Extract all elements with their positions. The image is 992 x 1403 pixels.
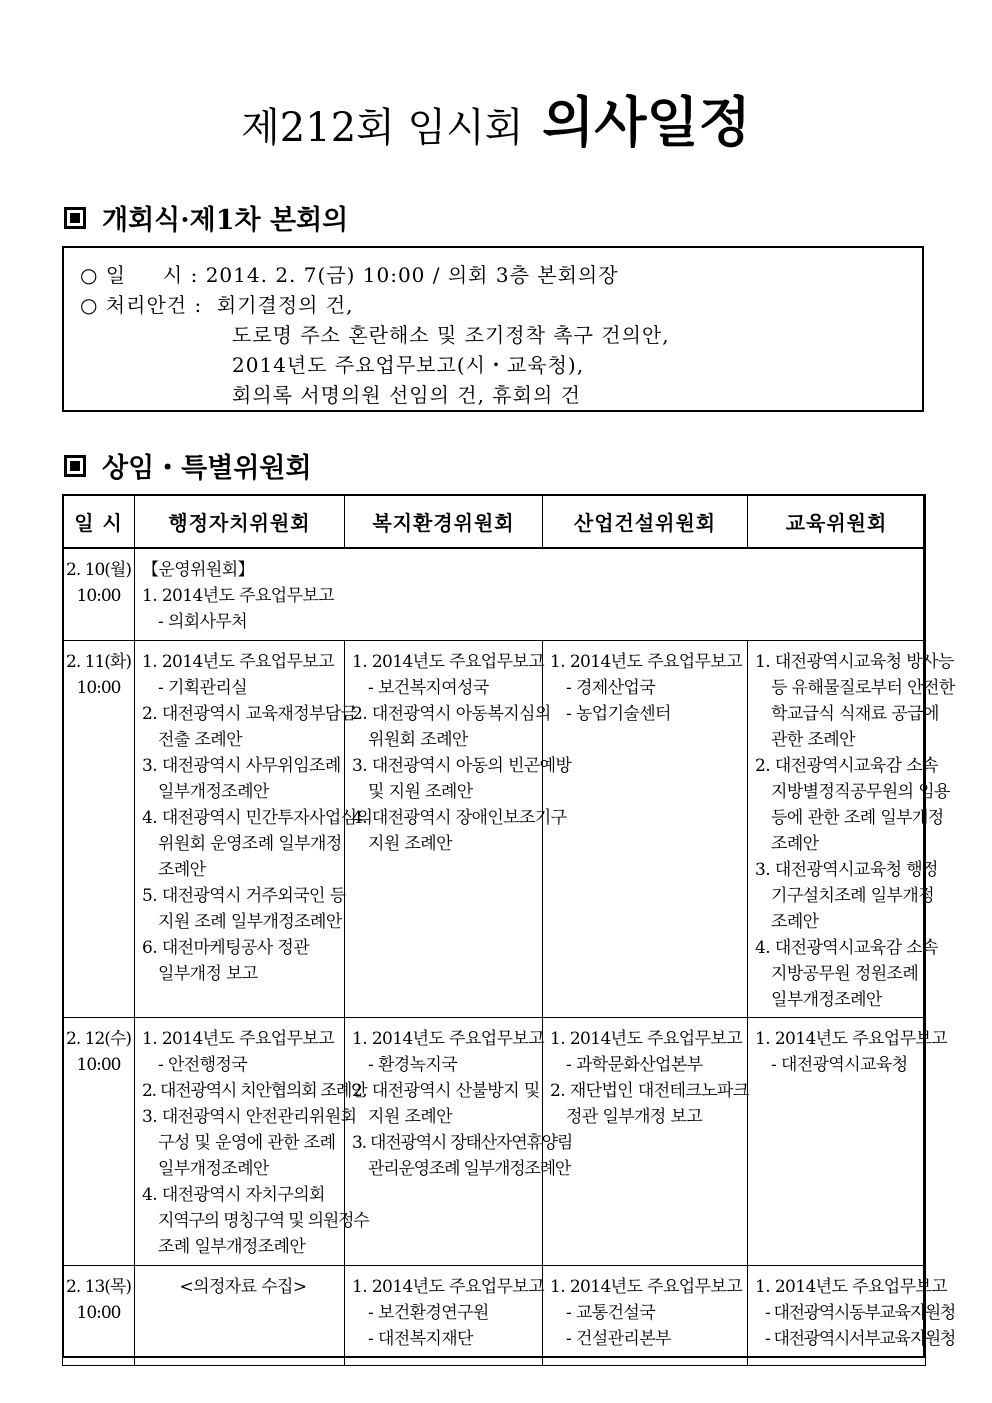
schedule-cell: 1. 2014년도 주요업무보고 - 보건환경연구원 - 대전복지재단 [345,1265,543,1365]
table-row [63,1017,926,1265]
date-row: ○ 일 시 : 2014. 2. 7(금) 10:00 / 의회 3층 본회의장 [80,263,619,287]
title-agenda: 의사일정 [542,90,751,154]
header-admin-committee: 행정자치위원회 [135,495,345,549]
square-bullet-icon [64,207,86,229]
steering-committee-cell: 【운영위원회】 1. 2014년도 주요업무보고 - 의회사무처 [135,548,926,640]
schedule-cell: 1. 2014년도 주요업무보고 - 대전광역시교육청 [748,1017,926,1265]
section-committee-heading: 상임・특별위원회 [64,446,312,485]
agenda-line: 회의록 서명의원 선임의 건, 휴회의 건 [232,383,581,407]
title-session: 제212회 임시회 [241,105,524,151]
schedule-cell: 1. 2014년도 주요업무보고 - 대전광역시동부교육지원청 - 대전광역시서부교육지원청 [748,1265,926,1365]
table-header-row [63,495,926,549]
schedule-cell: 1. 2014년도 주요업무보고 - 안전행정국 2. 대전광역시 치안협의회 조례안 3. 대전광역시 안전관리위원회 구성 및 운영에 관한 조례 일부개정조례안 4. 대전광역시 자치구의회 지역구의 명칭구역 및 의원정수 조례 일부개정조례안 [135,1017,345,1265]
table-row [63,640,926,1017]
date-cell: 2. 12(수) 10:00 [63,1017,135,1265]
schedule-cell: 1. 2014년도 주요업무보고 - 교통건설국 - 건설관리본부 [543,1265,748,1365]
schedule-cell: 1. 2014년도 주요업무보고 - 과학문화산업본부 2. 재단법인 대전테크노파크 정관 일부개정 보고 [543,1017,748,1265]
header-datetime: 일 시 [63,495,135,549]
square-bullet-icon [64,455,86,477]
schedule-cell: 1. 2014년도 주요업무보고 - 환경녹지국 2. 대전광역시 산불방지 및 지원 조례안 3. 대전광역시 장태산자연휴양림 관리운영조례 일부개정조례안 [345,1017,543,1265]
table-row [63,1265,926,1365]
section-plenary-heading: 개회식·제1차 본회의 [64,198,348,237]
date-cell: 2. 10(월) 10:00 [63,548,135,640]
schedule-cell: 1. 2014년도 주요업무보고 - 보건복지여성국 2. 대전광역시 아동복지심의 위원회 조례안 3. 대전광역시 아동의 빈곤예방 및 지원 조례안 4. 대전광역시 장애인보조기구 지원 조례안 [345,640,543,1017]
schedule-cell: 1. 대전광역시교육청 방사능 등 유해물질로부터 안전한 학교급식 식재료 공급에 관한 조례안 2. 대전광역시교육감 소속 지방별정직공무원의 임용 등에 관한 조례 일부개정 조례안 3. 대전광역시교육청 행정 기구설치조례 일부개정 조례안 4. 대전광역시교육감 소속 지방공무원 정원조례 일부개정조례안 [748,640,926,1017]
agenda-line: 2014년도 주요업무보고(시・교육청), [232,353,585,377]
schedule-cell: 1. 2014년도 주요업무보고 - 기획관리실 2. 대전광역시 교육재정부담금 전출 조례안 3. 대전광역시 사무위임조례 일부개정조례안 4. 대전광역시 민간투자사업심의 위원회 운영조례 일부개정 조례안 5. 대전광역시 거주외국인 등 지원 조례 일부개정조례안 6. 대전마케팅공사 정관 일부개정 보고 [135,640,345,1017]
date-cell: 2. 11(화) 10:00 [63,640,135,1017]
schedule-cell: 1. 2014년도 주요업무보고 - 경제산업국 - 농업기술센터 [543,640,748,1017]
plenary-info-box [62,246,924,412]
agenda-row: ○ 처리안건 : 회기결정의 건, [80,293,354,317]
page-title [0,92,992,158]
agenda-line: 도로명 주소 혼란해소 및 조기정착 촉구 건의안, [232,323,670,347]
committee-schedule-table [62,494,956,1366]
date-cell: 2. 13(목) 10:00 [63,1265,135,1365]
schedule-cell: <의정자료 수집> [135,1265,345,1365]
table-row [63,548,926,640]
header-industry-committee: 산업건설위원회 [543,495,748,549]
header-education-committee: 교육위원회 [748,495,926,549]
header-welfare-committee: 복지환경위원회 [345,495,543,549]
